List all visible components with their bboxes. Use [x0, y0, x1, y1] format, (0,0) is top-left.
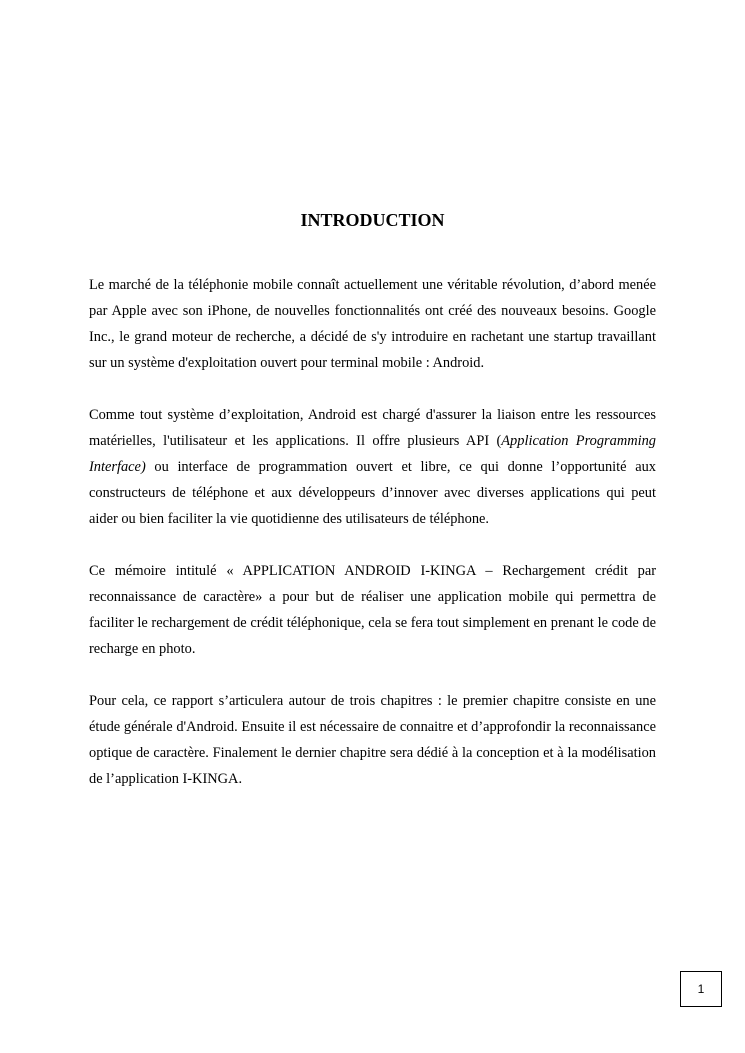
paragraph-2-text-end: ou interface de programmation ouvert et libre, ce qui donne l’opportunité aux constructeurs de téléphone et aux développeurs d’innover avec diverses applications qui peut aider ou bien faciliter la vie quotidienne des utilisateurs de téléphone.: [89, 459, 656, 527]
body-text: [89, 272, 656, 818]
paragraph-1: [89, 272, 656, 376]
paragraph-3-text: Ce mémoire intitulé « APPLICATION ANDROID I-KINGA – Rechargement crédit par reconnaissance de caractère» a pour but de réaliser une application mobile qui permettra de faciliter le rechargement de crédit téléphonique, cela se fera tout simplement en prenant le code de recharge en photo.: [89, 563, 656, 657]
paragraph-3: [89, 558, 656, 662]
paragraph-2: [89, 402, 656, 532]
page-title: INTRODUCTION: [300, 210, 445, 230]
paragraph-2-italic-term: Application Programming Interface): [89, 433, 656, 475]
page-number-frame: [680, 971, 722, 1007]
paragraph-4: [89, 688, 656, 792]
paragraph-1-text: Le marché de la téléphonie mobile connaît actuellement une véritable révolution, d’abord menée par Apple avec son iPhone, de nouvelles fonctionnalités ont créé des nouveaux besoins. Google Inc., le grand moteur de recherche, a décidé de s'y introduire en rachetant une startup travaillant sur un système d'exploitation ouvert pour terminal mobile : Android.: [89, 277, 656, 371]
page-number: 1: [697, 982, 705, 996]
paragraph-2-text-start: Comme tout système d’exploitation, Android est chargé d'assurer la liaison entre les ressources matérielles, l'utilisateur et les applications. Il offre plusieurs API (: [89, 407, 656, 449]
paragraph-4-text: Pour cela, ce rapport s’articulera autour de trois chapitres : le premier chapitre consiste en une étude générale d'Android. Ensuite il est nécessaire de connaitre et d’approfondir la reconnaissance optique de caractère. Finalement le dernier chapitre sera dédié à la conception et à la modélisation de l’application I-KINGA.: [89, 693, 656, 787]
